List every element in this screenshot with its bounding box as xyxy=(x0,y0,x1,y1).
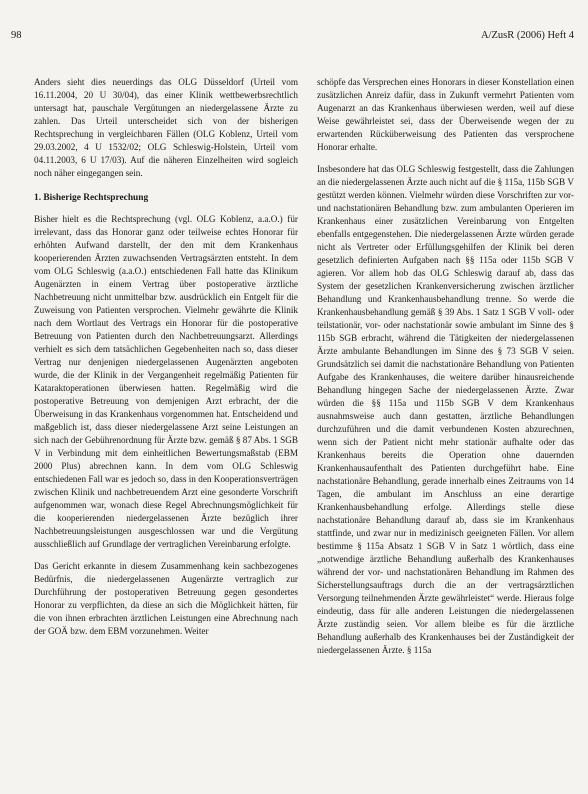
paragraph: Insbesondere hat das OLG Schleswig festgestellt, dass die Zahlungen an die niedergelassenen Ärzte auch nicht auf die § 115a, 115b SGB V gestützt werden können. Vielmehr würden diese Vorschriften zur vor- und nachstationären Behandlung bzw. zum ambulanten Operieren im Krankenhaus einer zusätzlichen Vereinbarung von Entgelten ebenfalls entgegenstehen. Die niedergelassenen Ärzte würden gerade nicht als Vertreter oder Erfüllungsgehilfen der Klinik bei deren gesetzlich definierten Aufgaben nach §§ 115a oder 115b SGB V agieren. Vor allem hob das OLG Schleswig darauf ab, dass das System der gesetzlichen Krankenversicherung zwischen ärztlicher Behandlung und Krankenhausbehandlung trenne. So werde die Krankenhausbehandlung gemäß § 39 Abs. 1 Satz 1 SGB V voll- oder teilstationär, vor- oder nachstationär sowie ambulant im Sinne des § 115b SGB erbracht, während die Tätigkeiten der niedergelassenen Ärzte ambulante Behandlungen im Sinne des § 73 SGB V seien. Grundsätzlich sei damit die nachstationäre Behandlung von Patienten Aufgabe des Krankenhauses, die weitere darüber hinausreichende Behandlung hingegen Sache der niedergelassenen Ärzte. Zwar würden die §§ 115a und 115b SGB V dem Krankenhaus ausnahmsweise auch dann gestatten, ärztliche Behandlungen durchzuführen und die damit verbundenen Kosten abzurechnen, wenn sich der Patient nicht mehr stationär aufhalte oder das Krankenhaus bereits die Operation ohne dauernden Krankenhausaufenthalt des Patienten durchgeführt habe. Eine nachstationäre Behandlung, gerade innerhalb eines Zeitraums von 14 Tagen, die ambulant im Anschluss an eine derartige Krankenhausbehandlung erfolge. Allerdings stelle diese nachstationäre Behandlung darauf ab, dass sie im Krankenhaus stattfinde, und zwar nur in medizinisch geeigneten Fällen. Vor allem bestimme § 115a Absatz 1 SGB V in Satz 1 wörtlich, dass eine „notwendige ärztliche Behandlung außerhalb des Krankenhauses während der vor- und nachstationären Behandlung im Rahmen des Sicherstellungsauftrags durch die an der vertragsärztlichen Versorgung teilnehmenden Ärzte gewährleistet“ werde. Hieraus folge eindeutig, dass für alle anderen Leistungen die niedergelassenen Ärzte zuständig seien. Vor allem bleibe es für die ärztliche Behandlung außerhalb des Krankenhauses bei der Zuständigkeit der niedergelassenen Ärzte. § 115a xyxy=(317,164,574,655)
left-column xyxy=(34,76,298,647)
right-column xyxy=(317,76,574,666)
paragraph: Anders sieht dies neuerdings das OLG Düsseldorf (Urteil vom 16.11.2004, 20 U 30/04), das einer Klinik wettbewerbsrechtlich untersagt hat, pauschale Vergütungen an niedergelassene Ärzte zu zahlen. Das Urteil unterscheidet sich von der bisherigen Rechtsprechung in vergleichbaren Fällen (OLG Koblenz, Urteil vom 29.03.2002, 4 U 1532/02; OLG Schleswig-Holstein, Urteil vom 04.11.2003, 6 U 17/03). Auf die näheren Einzelheiten wird sogleich noch näher eingegangen sein. xyxy=(34,77,298,178)
journal-reference: A/ZusR (2006) Heft 4 xyxy=(480,30,574,41)
section-heading: 1. Bisherige Rechtsprechung xyxy=(34,193,149,203)
paragraph: schöpfe das Versprechen eines Honorars in dieser Konstellation einen zusätzlichen Anreiz dafür, dass in Zukunft vermehrt Patienten vom Augenarzt an das Krankenhaus überwiesen werden, weil auf diese Weise gewährleistet sei, dass der Überweisende wegen der zu erwartenden Rücküberweisung des Patienten das versprochene Honorar erhalte. xyxy=(317,77,574,152)
paragraph: Das Gericht erkannte in diesem Zusammenhang kein sachbezogenes Bedürfnis, die niedergelassenen Augenärzte vertraglich zur Durchführung der postoperativen Betreuung gegen gesondertes Honorar zu verpflichten, da diese an sich die Möglichkeit hätten, für die von ihnen erbrachten ärztlichen Leistungen eine Abrechnung nach der GOÄ bzw. dem EBM vorzunehmen. Weiter xyxy=(34,561,298,636)
paragraph: Bisher hielt es die Rechtsprechung (vgl. OLG Koblenz, a.a.O.) für irrelevant, dass das Honorar ganz oder teilweise echtes Honorar für erhöhten Aufwand darstellt, der den mit dem Krankenhaus kooperierenden Ärzten zuwachsenden Vertragsärzten entsteht. In dem vom OLG Schleswig (a.a.O.) entschiedenen Fall hatte das Klinikum Augenärzten in einem Vertrag über postoperative ärztliche Nachbetreuung nicht unmittelbar bzw. ausdrücklich ein Entgelt für die Zuweisung von Patienten versprochen. Vielmehr gewährte die Klinik nach dem Wortlaut des Vertrags ein Honorar für die postoperative Betreuung von Patienten durch den Nachbetreuungsarzt. Allerdings verhielt es sich dem tatsächlichen Gegebenheiten nach so, dass dieser Vertrag nur denjenigen niedergelassenen Augenärzten angeboten wurde, die der Klinik in der Vergangenheit regelmäßig Patienten für Kataraktoperationen überwiesen hatten. Regelmäßig wird die postoperative Betreuung von demjenigen Arzt erbracht, der die Überweisung in das Krankenhaus vorgenommen hat. Entscheidend und maßgeblich ist, dass dieser niedergelassene Arzt seine Leistungen an sich nach der Gebührenordnung für Ärzte bzw. gemäß § 87 Abs. 1 SGB V in Verbindung mit dem einheitlichen Bewertungsmaßstab (EBM 2000 Plus) abrechnen kann. In dem vom OLG Schleswig entschiedenen Fall war es jedoch so, dass in den Kooperationsverträgen zwischen Klinik und nachbetreuendem Arzt eine gesonderte Vorschrift aufgenommen war, wonach diese Regel Abrechnungsmöglichkeit für die kooperierenden niedergelassenen Ärzte bezüglich ihrer Nachbetreuungsleistungen ausgeschlossen war und die Vergütung ausschließlich auf Grundlage der vertraglichen Vereinbarung erfolgte. xyxy=(34,214,298,549)
page-number: 98 xyxy=(11,30,22,41)
